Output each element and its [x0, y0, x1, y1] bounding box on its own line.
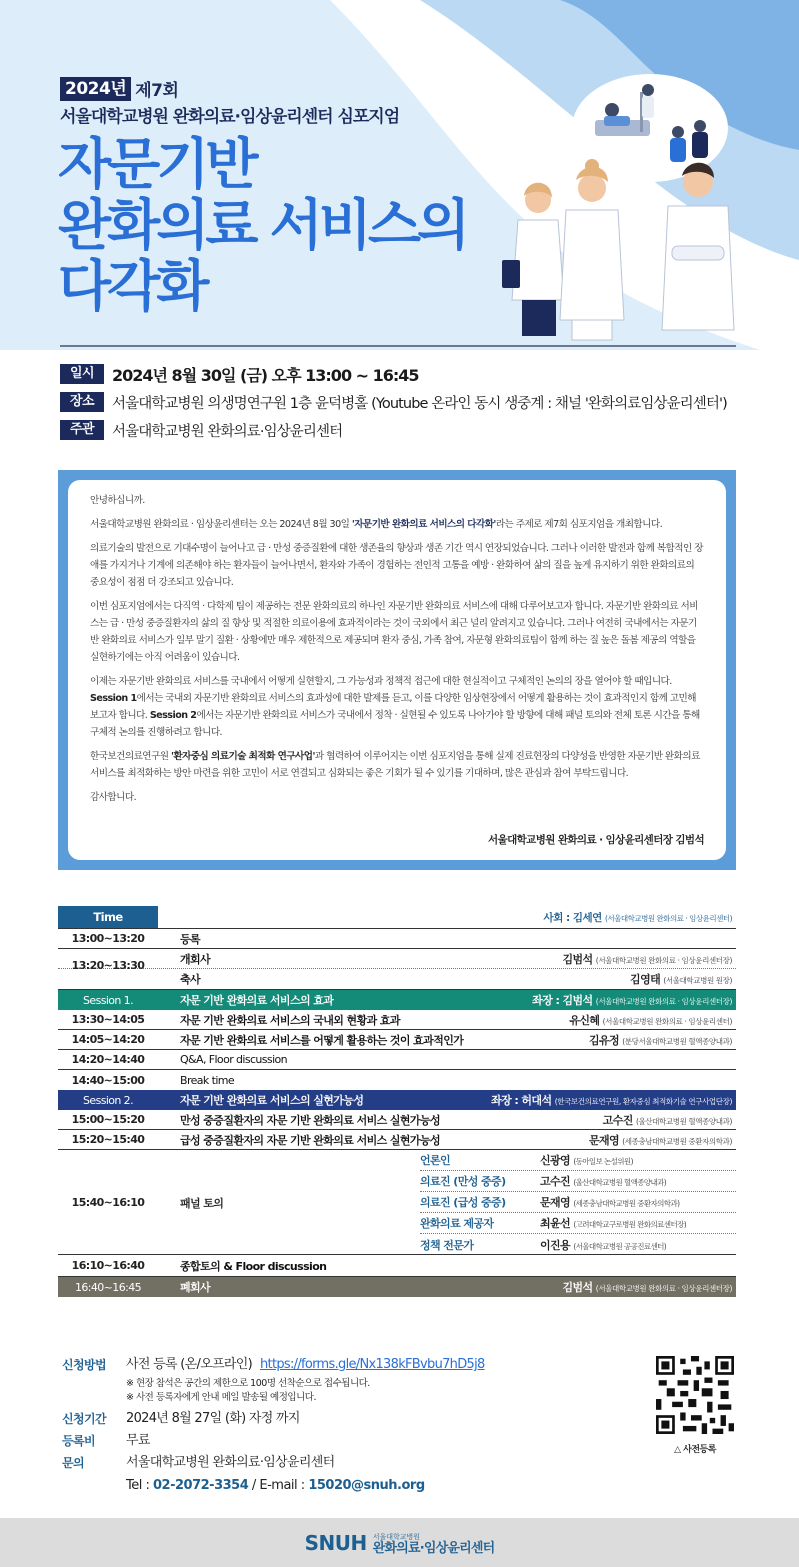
panel-member: [420, 1213, 736, 1234]
info-date: [60, 360, 727, 388]
session-1-header: [58, 990, 736, 1010]
table-row: [58, 969, 736, 989]
registration-fee: [62, 1431, 682, 1451]
panel-speaker: [540, 1237, 666, 1253]
row-time: 14:20~14:40: [71, 1053, 145, 1066]
speaker-affiliation: (서울대학교병원 완화의료 · 임상윤리센터장): [595, 1284, 732, 1293]
speaker-affiliation: (울산대학교병원 혈액종양내과): [573, 1178, 667, 1187]
row-content: 자문 기반 완화의료 서비스를 어떻게 활용하는 것이 효과적인가: [180, 1033, 464, 1047]
letter-paragraph-1: [90, 516, 704, 533]
speaker-affiliation: (세종충남대학교병원 중환자의학과): [573, 1199, 680, 1208]
main-title-line-1: 자문기반: [58, 132, 255, 196]
period-value: 2024년 8월 27일 (화) 자정 까지: [126, 1411, 300, 1426]
table-row: [58, 1255, 736, 1277]
letter-thanks: 감사합니다.: [90, 792, 137, 803]
event-info: [60, 360, 727, 444]
panel-role: 의료진 (만성 중증): [420, 1175, 506, 1188]
letter-text: 과 협력하여 이루어지는 이번 심포지엄을 통해 실제 진료현장의 다양성을 반영한 자문기반 완화의료 서비스를 최적화하는 방안 마련을 위한 고민이 서로 연결되고 심화되는 좋은 기회가 될 수 있기를 기대하며, 많은 관심과 참여 부탁드립니다.: [90, 751, 700, 779]
symposium-ordinal: 제7회: [135, 81, 179, 101]
schedule-table: [58, 906, 736, 1297]
table-row: [58, 929, 736, 949]
year-line: [60, 76, 178, 101]
footer: [0, 1518, 799, 1567]
row-speaker: [589, 1032, 732, 1048]
letter-text: 서울대학교병원 완화의료 · 임상윤리센터는 오는 2024년 8월 30일: [90, 519, 352, 530]
panel-member: [420, 1171, 736, 1192]
contact-details: [62, 1475, 682, 1497]
session-1-mention: Session 1: [90, 693, 137, 704]
letter-text: 에서는 국내외 자문기반 완화의료 서비스의 효과성에 대한 발제를 듣고, 이를 다양한 임상현장에서 어떻게 활용하는 것이 효과적인지 함께 고민해 보고자 합니다.: [90, 693, 696, 721]
row-time: 14:05~14:20: [71, 1033, 145, 1046]
speaker-affiliation: (고려대학교구로병원 완화의료센터장): [573, 1220, 687, 1229]
speaker-name: 신광영: [540, 1154, 571, 1167]
registration-note-2: ※ 사전 등록자에게 안내 메일 발송될 예정입니다.: [126, 1392, 316, 1403]
row-time: Session 1.: [83, 993, 133, 1007]
speaker-name: 문재영: [588, 1133, 620, 1147]
method-label: 신청방법: [62, 1358, 106, 1372]
info-tag: 장소: [60, 392, 104, 412]
row-speaker: [589, 1132, 732, 1148]
speaker-name: 고수진: [540, 1175, 571, 1188]
chair-affiliation: (서울대학교병원 완화의료 · 임상윤리센터장): [595, 997, 732, 1006]
letter-text: 이제는 자문기반 완화의료 서비스를 국내에서 어떻게 실현할지, 그 가능성과 정책적 접근에 대한 현실적이고 구체적인 논의의 장을 열어야 할 때입니다.: [90, 676, 672, 687]
row-time: 16:40~16:45: [74, 1280, 142, 1294]
session-chair: [491, 1092, 732, 1108]
chair-name: 좌장 : 김범석: [532, 994, 593, 1007]
letter-paragraph-4: [90, 673, 704, 741]
qr-code-icon[interactable]: [656, 1356, 734, 1434]
table-row: [58, 1130, 736, 1150]
doctors-illustration: [500, 70, 760, 350]
speaker-affiliation: (분당서울대학교병원 혈액종양내과): [622, 1036, 732, 1046]
row-content: 등록: [180, 932, 201, 946]
registration-method: [62, 1355, 682, 1375]
row-content: 자문 기반 완화의료 서비스의 효과: [180, 994, 334, 1007]
row-content: Q&A, Floor discussion: [180, 1053, 288, 1066]
registration-note-1: ※ 현장 참석은 공간의 제한으로 100명 선착순으로 접수됩니다.: [126, 1378, 370, 1389]
letter-paragraph-5: [90, 748, 704, 782]
row-content: 폐회사: [180, 1281, 211, 1294]
contact-label: 문의: [62, 1456, 84, 1470]
panel-discussion: [58, 1150, 736, 1255]
method-value: [126, 1355, 485, 1375]
row-content: 자문 기반 완화의료 서비스의 실현가능성: [180, 1094, 364, 1107]
speaker-name: 김유정: [588, 1033, 620, 1047]
row-content: 급성 중증질환자의 자문 기반 완화의료 서비스 실현가능성: [180, 1133, 440, 1147]
chair-affiliation: (한국보건의료연구원, 환자중심 최적화기술 연구사업단장): [554, 1097, 732, 1106]
table-row: [58, 1050, 736, 1070]
fee-value: 무료: [126, 1433, 150, 1448]
research-project-name: '환자중심 의료기술 최적화 연구사업': [170, 751, 315, 762]
tel-number[interactable]: 02-2072-3354: [153, 1478, 249, 1493]
speaker-name: 고수진: [602, 1113, 633, 1127]
row-speaker: [569, 1012, 732, 1028]
snuh-logo: SNUH: [304, 1530, 367, 1555]
center-title: 서울대학교병원 완화의료·임상윤리센터 심포지엄: [60, 107, 400, 127]
host-name: 사회 : 김세연: [543, 912, 602, 924]
row-time: 15:00~15:20: [71, 1113, 145, 1126]
panel-role: 의료진 (급성 중증): [420, 1196, 506, 1209]
registration-link[interactable]: https://forms.gle/Nx138kFBvbu7hD5j8: [260, 1357, 485, 1372]
row-content: 종합토의 & Floor discussion: [180, 1259, 327, 1273]
panel-member: [420, 1192, 736, 1213]
table-row: [58, 1030, 736, 1050]
row-speaker: [603, 1112, 732, 1128]
contact-org: 서울대학교병원 완화의료·임상윤리센터: [126, 1455, 335, 1470]
row-content: 축사: [180, 973, 201, 986]
session-2-header: [58, 1090, 736, 1110]
symposium-theme: '자문기반 완화의료 서비스의 다각화': [351, 519, 496, 530]
speaker-name: 김범석: [562, 1281, 593, 1294]
table-row: [58, 949, 736, 972]
registration-period: [62, 1409, 682, 1429]
tel-label: Tel :: [126, 1478, 153, 1493]
panel-speaker: [540, 1215, 686, 1231]
speaker-affiliation: (동아일보 논설위원): [573, 1157, 633, 1166]
panel-member: [420, 1234, 736, 1255]
fee-label: 등록비: [62, 1434, 95, 1448]
speaker-affiliation: (서울대학교병원 원장): [663, 976, 732, 985]
row-time: 14:40~15:00: [71, 1073, 145, 1087]
letter-greeting: 안녕하십니까.: [90, 495, 145, 506]
method-text: 사전 등록 (온/오프라인): [126, 1357, 253, 1372]
panel-speaker: [540, 1194, 679, 1210]
row-content: 자문 기반 완화의료 서비스의 국내외 현황과 효과: [180, 1013, 400, 1027]
invitation-letter: [68, 480, 726, 860]
info-text: 서울대학교병원 완화의료·임상윤리센터: [112, 423, 343, 440]
speaker-name: 문재영: [540, 1196, 571, 1209]
closing-row: [58, 1277, 736, 1297]
opening-block: [58, 949, 736, 990]
panel-speaker: [540, 1152, 633, 1168]
email-address[interactable]: 15020@snuh.org: [308, 1478, 425, 1493]
speaker-affiliation: (서울대학교병원 완화의료 · 임상윤리센터장): [595, 955, 732, 965]
info-text: 서울대학교병원 의생명연구원 1층 윤덕병홀 (Youtube 온라인 동시 생중계 : 채널 '완화의료임상윤리센터'): [112, 395, 727, 412]
speaker-name: 김범석: [562, 952, 593, 966]
table-row: [58, 1070, 736, 1090]
session-chair: [532, 992, 732, 1008]
row-content: Break time: [180, 1073, 235, 1087]
letter-paragraph-3: 이번 심포지엄에서는 다직역 · 다학제 팀이 제공하는 전문 완화의료의 하나인 자문기반 완화의료 서비스에 대해 다루어보고자 합니다. 자문기반 완화의료 서비스는 급 · 만성 중증질환자의 삶의 질 향상 및 적절한 의료이용에 효과적이라는 것이 국외에서 최근 널리 알려지고 있습니다. 그러나 여전히 국내에서는 자문기반 완화의료 서비스가 일부 말기 질환 · 상황에만 매우 제한적으로 제공되며 환자 중심, 가족 참여, 자문형 완화의료팀이 함께 하는 질 높은 돌봄 제공의 역할을 실현하기에는 아직 어려움이 있습니다.: [90, 601, 698, 663]
main-title-line-3: 다각화: [58, 254, 206, 318]
hero-banner: [0, 0, 799, 350]
panel-title: 패널 토의: [180, 1197, 224, 1210]
letter-paragraph-2: 의료기술의 발전으로 기대수명이 늘어나고 급 · 만성 중증질환에 대한 생존율의 향상과 생존 기간 역시 연장되었습니다. 그러나 이러한 발전과 함께 복합적인 장애를 가지거나 기계에 의존해야 하는 환자들이 늘어나면서, 환자와 가족이 경험하는 전인적 고통을 예방 · 완화하여 삶의 질을 높게 유지하기 위한 완화의료의 중요성이 점점 더 강조되고 있습니다.: [90, 543, 703, 588]
row-time: 13:30~14:05: [71, 1013, 145, 1026]
center-name: 완화의료·임상윤리센터: [372, 1540, 495, 1556]
email-label: / E-mail :: [248, 1478, 309, 1493]
info-tag: 주관: [60, 420, 104, 440]
panel-role: 완화의료 제공자: [420, 1217, 494, 1230]
host-info: [544, 910, 732, 925]
host-affiliation: (서울대학교병원 완화의료 · 임상윤리센터): [604, 914, 732, 923]
row-time: 16:10~16:40: [71, 1259, 145, 1272]
chair-name: 좌장 : 허대석: [491, 1094, 552, 1107]
row-content: 개회사: [180, 952, 211, 966]
info-text: 2024년 8월 30일 (금) 오후 13:00 ~ 16:45: [112, 365, 419, 385]
letter-signature: 서울대학교병원 완화의료 · 임상윤리센터장 김범석: [487, 834, 704, 846]
hero-divider: [60, 345, 736, 347]
speaker-affiliation: (울산대학교병원 혈액종양내과): [635, 1116, 732, 1126]
time-column-header: Time: [58, 906, 158, 928]
row-time: 13:20~13:30: [71, 959, 145, 972]
speaker-affiliation: (서울대학교병원 완화의료 · 임상윤리센터): [602, 1016, 732, 1026]
row-speaker: [630, 971, 732, 987]
info-venue: [60, 388, 727, 416]
hospital-name: 서울대학교병원: [372, 1532, 421, 1541]
table-row: [58, 1110, 736, 1130]
letter-text: 한국보건의료연구원: [90, 751, 171, 762]
letter-text: 에서는 자문기반 완화의료 서비스가 국내에서 정착 · 실현될 수 있도록 나아가야 할 방향에 대해 패널 토의와 전체 토론 시간을 통해 구체적 논의를 진행하려고 합니다.: [90, 710, 700, 738]
session-2-mention: Session 2: [149, 710, 197, 721]
speaker-affiliation: (서울대학교병원 공공진료센터): [573, 1241, 667, 1251]
speaker-name: 이진용: [540, 1238, 571, 1252]
main-title-line-2: 완화의료 서비스의: [58, 193, 467, 257]
info-organizer: [60, 416, 727, 444]
speaker-name: 김영태: [630, 973, 661, 986]
letter-text: 라는 주제로 제7회 심포지엄을 개최합니다.: [495, 519, 663, 530]
speaker-affiliation: (세종충남대학교병원 중환자의학과): [622, 1136, 732, 1146]
center-logo-text: [373, 1531, 495, 1555]
speaker-name: 유신혜: [569, 1013, 600, 1027]
year-badge: 2024년: [60, 77, 131, 101]
speaker-name: 최윤선: [540, 1217, 571, 1230]
panel-speaker: [540, 1173, 666, 1189]
table-row: [58, 1010, 736, 1030]
info-tag: 일시: [60, 364, 104, 384]
row-speaker: [562, 1279, 732, 1295]
panel-role: 정책 전문가: [420, 1238, 474, 1252]
period-label: 신청기간: [62, 1412, 106, 1426]
row-content: 만성 중증질환자의 자문 기반 완화의료 서비스 실현가능성: [180, 1113, 440, 1127]
panel-role: 언론인: [420, 1154, 451, 1167]
schedule-header: [58, 906, 736, 929]
main-title: [58, 134, 466, 317]
row-time: 15:20~15:40: [71, 1133, 145, 1146]
panel-member: [420, 1150, 736, 1171]
row-time: 13:00~13:20: [71, 932, 145, 945]
qr-caption: △ 사전등록: [674, 1445, 716, 1455]
row-time: Session 2.: [83, 1093, 133, 1107]
row-speaker: [562, 951, 732, 967]
registration-info: [62, 1355, 682, 1497]
row-time: 15:40~16:10: [71, 1196, 145, 1209]
contact: [62, 1453, 682, 1473]
